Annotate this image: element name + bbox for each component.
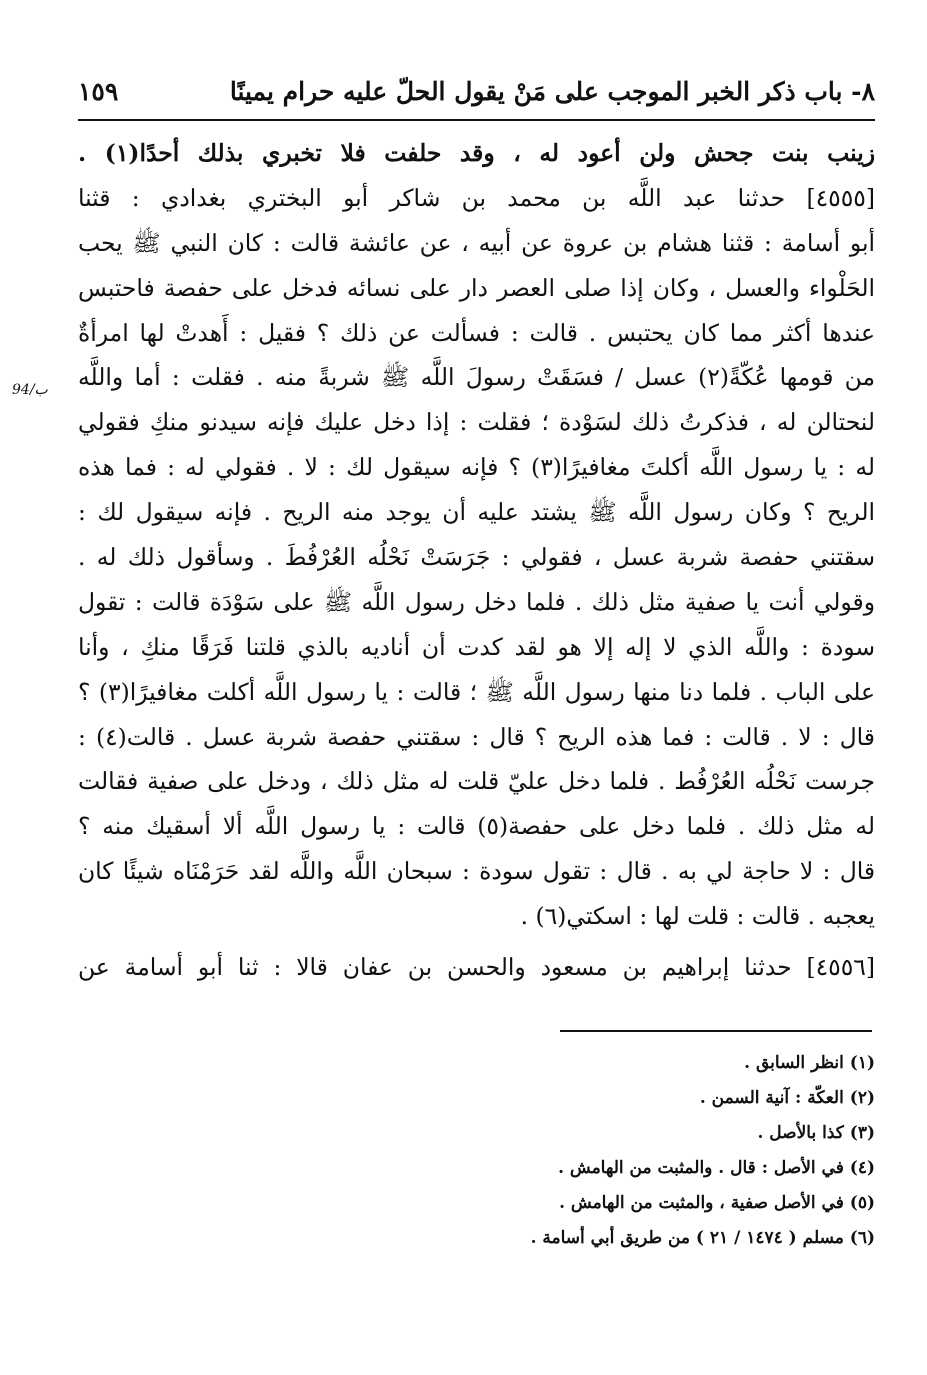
text-line: قال : لا . قالت : فما هذه الريح ؟ قال : سقتني حفصة شربة عسل . قالت(٤) : — [78, 722, 875, 751]
footnote-item: (٤) في الأصل : قال . والمثبت من الهامش . — [558, 1158, 875, 1178]
footnotes — [75, 1046, 875, 1256]
footnote-item: (٢) العكّة : آنية السمن . — [699, 1088, 875, 1108]
footnote-item: (٦) مسلم ( ١٤٧٤ / ٢١ ) من طريق أبي أسامة . — [530, 1228, 875, 1248]
hadith-4556-start: [٤٥٥٦] حدثنا إبراهيم بن مسعود والحسن بن عفان قالا : ثنا أبو أسامة عن — [78, 953, 875, 982]
text-line: قال : لا حاجة لي به . قال : تقول سودة : سبحان اللَّه واللَّه لقد حَرَمْنَاه شيئًا كان — [78, 857, 875, 886]
text-line: لنحتالن له ، فذكرتُ ذلك لسَوْدة ؛ فقلت : إذا دخل عليك فإنه سيدنو منكِ فقولي — [78, 408, 875, 437]
text-line: من قومها عُكّةً(٢) عسل / فسَقَتْ رسولَ اللَّه ﷺ شربةً منه . فقلت : أما واللَّه — [78, 363, 875, 392]
footnote-divider — [560, 1030, 872, 1032]
text-line: له : يا رسول اللَّه أكلتَ مغافيرًا(٣) ؟ فإنه سيقول لك : لا . فقولي له : فما هذه — [78, 453, 876, 482]
page-number: ١٥٩ — [78, 77, 119, 106]
text-line: أبو أسامة : قثنا هشام بن عروة عن أبيه ، عن عائشة قالت : كان النبي ﷺ يحب — [78, 228, 875, 257]
hadith-4555-start: [٤٥٥٥] حدثنا عبد اللَّه بن محمد بن شاكر أبو البختري بغدادي : قثنا — [78, 183, 875, 212]
footnote-item: (١) انظر السابق . — [744, 1053, 875, 1073]
text-line: جرست نَحْلُه العُرْفُط . فلما دخل عليّ قلت له مثل ذلك ، ودخل على صفية فقالت — [78, 767, 875, 796]
text-line: له مثل ذلك . فلما دخل على حفصة(٥) قالت : يا رسول اللَّه ألا أسقيك منه ؟ — [78, 812, 875, 841]
footnote-item: (٥) في الأصل صفية ، والمثبت من الهامش . — [559, 1193, 875, 1213]
chapter-title: ٨- باب ذكر الخبر الموجب على مَنْ يقول الحلّ عليه حرام يمينًا — [229, 77, 875, 106]
text-line: سقتني حفصة شربة عسل ، فقولي : جَرَسَتْ نَحْلُه العُرْفُطَ . وسأقول ذلك له . — [78, 543, 875, 572]
footnote-item: (٣) كذا بالأصل . — [757, 1123, 875, 1143]
margin-folio-note: 94/ب — [12, 382, 48, 398]
text-line: زينب بنت جحش ولن أعود له ، وقد حلفت فلا تخبري بذلك أحدًا(١) . — [78, 139, 876, 167]
text-line: سودة : واللَّه الذي لا إله إلا هو لقد كدت أن أناديه بالذي قلتنا فَرَقًا منكِ ، وأنا — [78, 632, 875, 661]
text-line: الريح ؟ وكان رسول اللَّه ﷺ يشتد عليه أن يوجد منه الريح . فإنه سيقول لك : — [78, 498, 875, 527]
text-line: وقولي أنت يا صفية مثل ذلك . فلما دخل رسول اللَّه ﷺ على سَوْدَة قالت : تقول — [78, 587, 875, 616]
header-divider — [78, 119, 875, 121]
text-line: الحَلْواء والعسل ، وكان إذا صلى العصر دار على نسائه فدخل على حفصة فاحتبس — [78, 273, 875, 302]
text-line: عندها أكثر مما كان يحتبس . قالت : فسألت عن ذلك ؟ فقيل : أَهدتْ لها امرأةٌ — [78, 318, 875, 347]
main-text — [78, 131, 875, 990]
text-line: يعجبه . قالت : قلت لها : اسكتي(٦) . — [520, 902, 875, 931]
text-line: على الباب . فلما دنا منها رسول اللَّه ﷺ ؛ قالت : يا رسول اللَّه أكلت مغافيرًا(٣) ؟ — [78, 677, 876, 706]
page-header — [78, 62, 875, 106]
